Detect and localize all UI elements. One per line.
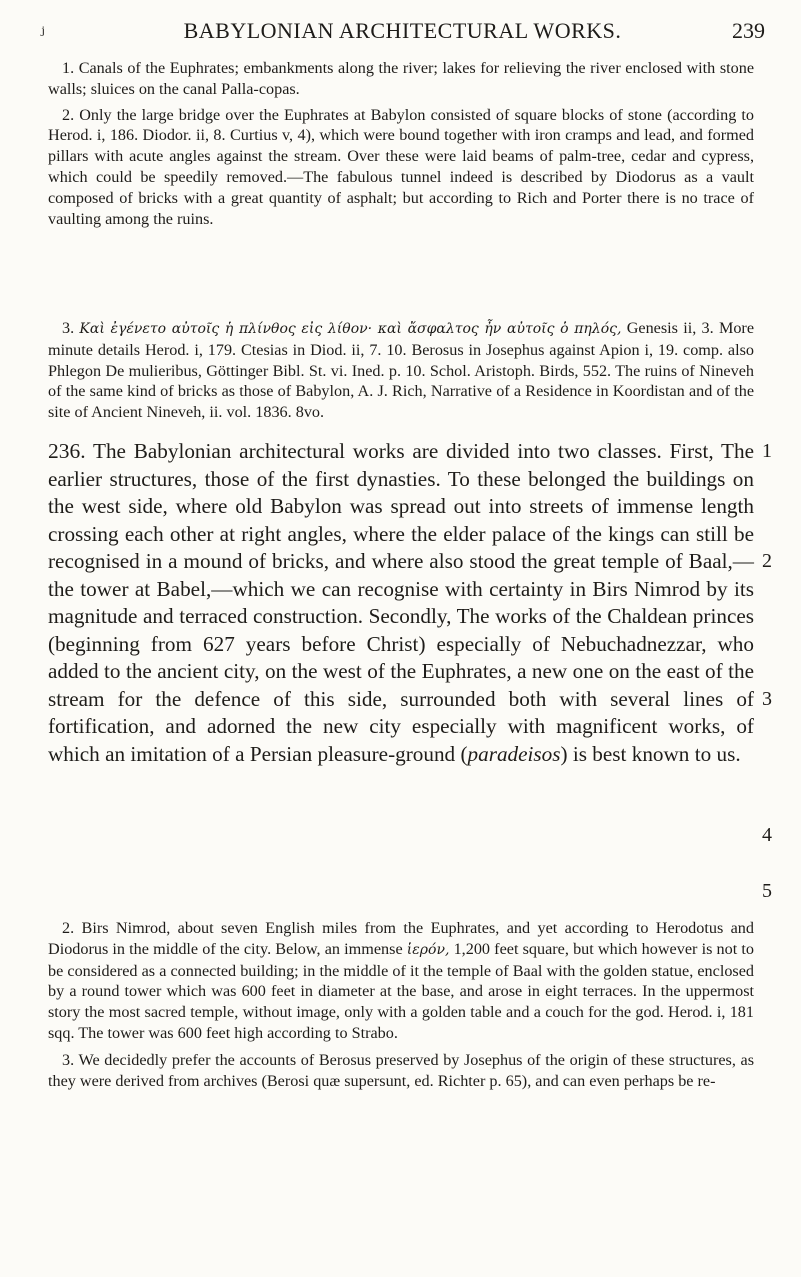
margin-number-3: 3 — [762, 688, 772, 710]
section-italic-term: paradeisos — [467, 741, 561, 766]
footnote-b2-greek: ἱερόν, — [406, 941, 450, 958]
footnote-3 — [48, 318, 754, 423]
footnote-2: 2. Only the large bridge over the Euphrates at Babylon consisted of square blocks of stone (according to Herod. i, 186. Diodor. ii, 8. Curtius v, 4), which were bound together with iron cramps and lead, and formed pillars with acute angles against the stream. Over these were laid beams of palm-tree, cedar and cypress, which could be speedily removed.—The fabulous tunnel indeed is described by Diodorus as a vault composed of bricks with a great quantity of asphalt; but according to Rich and Porter there is no trace of vaulting among the ruins. — [48, 105, 754, 228]
footnote-b2 — [48, 918, 754, 1044]
running-title: BABYLONIAN ARCHITECTURAL WORKS. — [183, 18, 622, 43]
margin-number-1: 1 — [762, 440, 772, 462]
margin-number-5: 5 — [762, 880, 772, 902]
section-text-end: ) is best known to us. — [560, 741, 741, 766]
margin-number-2: 2 — [762, 550, 772, 572]
running-header — [40, 10, 765, 46]
section-text: The Babylonian architectural works are divided into two classes. First, The earlier structures, those of the first dynasties. To these belonged the buildings on the west side, where old Babylon was spread out into streets of immense length crossing each other at right angles, where the elder palace of the kings can still be recognised in a mound of bricks, and where also stood the great temple of Baal,—the tower at Babel,—which we can recognise with certainty in Birs Nimrod by its magnitude and terraced construction. Secondly, The works of the Chaldean princes (beginning from 627 years before Christ) especially of Nebuchadnezzar, who added to the ancient city, on the west of the Euphrates, a new one on the east of the stream for the defence of this side, surrounded both with several lines of fortification, and adorned the new city especially with magnificent works, of which an imitation of a Persian pleasure-ground ( — [48, 439, 754, 766]
footnote-3-text: Genesis ii, 3. More minute details Herod. i, 179. Ctesias in Diod. ii, 7. 10. Berosus in Josephus against Apion i, 19. comp. also Phlegon De mulieribus, Göttinger Bibl. St. vi. Ined. p. 10. Schol. Aristoph. Birds, 552. The ruins of Nineveh of the same kind of bricks as those of Babylon, A. J. Rich, Narrative of a Residence in Koordistan and of the site of Ancient Nineveh, ii. vol. 1836. 8vo. — [48, 319, 755, 422]
header-mark: ⱼ — [40, 18, 45, 38]
margin-number-4: 4 — [762, 824, 772, 846]
footnotes-top — [48, 58, 754, 229]
footnote-b2-text: 2. Birs Nimrod, about seven English miles from the Euphrates, and yet according to Herodotus and Diodorus in the middle of the city. Below, an immense — [48, 919, 754, 958]
footnote-3-greek: Καὶ ἐγένετο αὐτοῖς ἡ πλίνθος εἰς λίθον· καὶ ἄσφαλτος ἦν αὐτοῖς ὁ πηλός, — [79, 321, 622, 337]
footnote-3-number: 3. — [62, 319, 75, 337]
section-number: 236. — [48, 439, 86, 463]
footnote-b2-text-end: 1,200 feet square, but which however is not to be considered as a connected building; in the middle of it the temple of Baal with the golden statue, enclosed by a round tower which was 600 feet in diameter at the base, and arose in eight terraces. In the uppermost story the most sacred temple, without image, only with a golden table and a couch for the god. Herod. i, 181 sqq. The tower was 600 feet high according to Strabo. — [48, 939, 754, 1042]
section-236 — [48, 438, 754, 768]
footnote-b3: 3. We decidedly prefer the accounts of Berosus preserved by Josephus of the origin of these structures, as they were derived from archives (Berosi quæ supersunt, ed. Richter p. 65), and can even perhaps be re- — [48, 1050, 754, 1090]
page-number: 239 — [732, 18, 765, 43]
footnotes-bottom — [48, 918, 754, 1091]
footnote-1: 1. Canals of the Euphrates; embankments along the river; lakes for relieving the river enclosed with stone walls; sluices on the canal Palla-copas. — [48, 59, 754, 98]
